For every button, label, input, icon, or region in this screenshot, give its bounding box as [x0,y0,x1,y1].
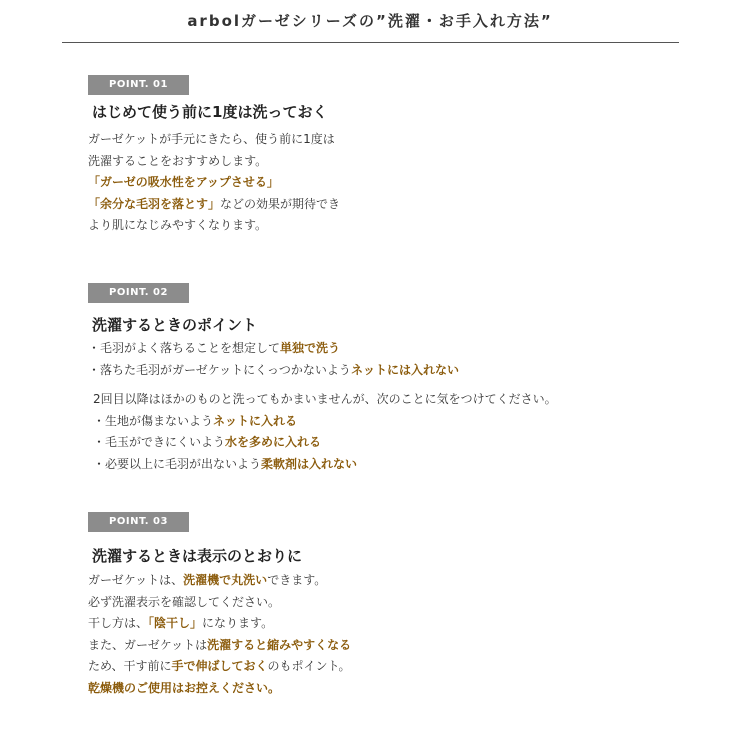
point-03-line-1-text: ガーゼケットは、 [88,573,184,587]
point-03-line-5-text: ため、干す前に [88,659,172,673]
point-03-line-1 [88,570,688,592]
point-03-line-4-highlight: 洗濯すると縮みやすくなる [207,637,352,652]
point-02-intro: 2回目以降はほかのものと洗ってもかまいませんが、次のことに気をつけてください。 [93,392,557,406]
point-03-line-2: 必ず洗濯表示を確認してください。 [88,594,281,609]
point-03-line-4-text: また、ガーゼケットは [88,637,208,652]
point-03-line-3-tail: になります。 [202,616,274,630]
point-02-sub-3-highlight: 柔軟剤は入れない [261,456,358,471]
point-03-section [88,512,688,699]
point-01-body [88,129,688,237]
point-02-sub-2-highlight: 水を多めに入れる [225,435,322,449]
point-03-badge: POINT. 03 [88,512,189,532]
point-01-line-4 [88,194,688,216]
point-01-line-4-text: などの効果が期待でき [220,196,341,211]
point-02-bullet-2-text: ・落ちた毛羽がガーゼケットにくっつかないよう [88,362,351,377]
point-01-section [88,75,688,237]
title-divider [62,42,679,43]
point-03-line-1-tail: できます。 [267,573,327,587]
point-03-line-3-highlight: 「陰干し」 [148,616,203,630]
point-02-bullet-1-text: ・毛羽がよく落ちることを想定して [88,341,281,355]
point-02-body [88,338,688,475]
point-03-line-3-text: 干し方は、 [88,616,149,630]
point-02-bullet-2 [88,360,688,382]
point-02-bullet-1 [88,338,688,360]
point-02-sub-3 [88,454,688,476]
point-03-line-4 [88,635,688,657]
point-01-line-1: ガーゼケットが手元にきたら、使う前に1度は [88,132,335,146]
page-title: arbolガーゼシリーズの”洗濯・お手入れ方法” [187,12,553,30]
point-03-line-5 [88,656,688,678]
point-03-heading: 洗濯するときは表示のとおりに [92,547,303,565]
point-03-line-5-tail: のもポイント。 [267,659,351,673]
point-03-line-6: 乾燥機のご使用はお控えください。 [88,680,281,695]
point-03-line-5-highlight: 手で伸ばしておく [171,659,268,673]
point-01-highlight-lint: 「余分な毛羽を落とす」 [88,196,221,211]
point-03-line-1-highlight: 洗濯機で丸洗い [183,573,268,587]
point-02-sub-2 [88,432,688,454]
point-01-line-2: 洗濯することをおすすめします。 [88,153,268,168]
point-02-bullet-1-highlight: 単独で洗う [280,341,341,355]
point-02-section [88,283,688,475]
point-01-badge: POINT. 01 [88,75,189,95]
point-01-line-5: より肌になじみやすくなります。 [88,218,268,232]
point-02-bullet-2-highlight: ネットには入れない [350,362,459,377]
point-03-body [88,570,688,699]
point-02-sub-1 [88,411,688,433]
point-02-sub-1-text: ・生地が傷まないよう [93,413,214,428]
point-02-sub-2-text: ・毛玉ができにくいよう [93,435,226,449]
point-02-heading: 洗濯するときのポイント [92,316,258,334]
point-01-heading: はじめて使う前に1度は洗っておく [92,103,328,121]
point-01-highlight-absorbency: 「ガーゼの吸水性をアップさせる」 [88,175,279,189]
point-02-badge: POINT. 02 [88,283,189,303]
point-02-sub-1-highlight: ネットに入れる [213,413,298,428]
point-02-sub-3-text: ・必要以上に毛羽が出ないよう [93,456,262,471]
point-03-line-3 [88,613,688,635]
